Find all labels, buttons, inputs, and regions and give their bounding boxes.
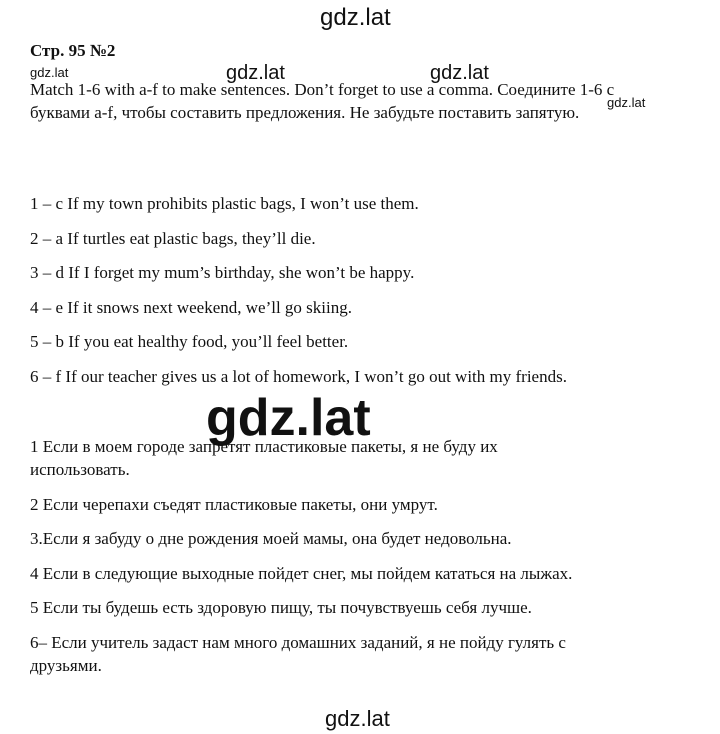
english-answer-5: 5 – b If you eat healthy food, you’ll feel better. — [30, 332, 349, 351]
russian-translation-2: 2 Если черепахи съедят пластиковые пакеты, они умрут. — [30, 495, 438, 514]
page-title: Стр. 95 №2 — [30, 41, 116, 60]
russian-translation-5: 5 Если ты будешь есть здоровую пищу, ты почувствуешь себя лучше. — [30, 598, 532, 617]
watermark-small-left: gdz.lat — [30, 65, 69, 80]
russian-translation-4: 4 Если в следующие выходные пойдет снег, мы пойдем кататься на лыжах. — [30, 564, 573, 583]
task-instruction: Match 1-6 with a-f to make sentences. Don’t forget to use a comma. Соедините 1-6 с буквами a-f, чтобы составить предложения. Не забудьте поставить запятую. — [30, 80, 615, 122]
english-answer-2: 2 – a If turtles eat plastic bags, they’ll die. — [30, 229, 316, 248]
english-answer-4: 4 – e If it snows next weekend, we’ll go skiing. — [30, 298, 352, 317]
russian-translation-1: 1 Если в моем городе запретят пластиковые пакеты, я не буду их использовать. — [30, 437, 498, 479]
russian-translation-3: 3.Если я забуду о дне рождения моей мамы, она будет недовольна. — [30, 529, 512, 548]
watermark-mid-left: gdz.lat — [226, 62, 285, 84]
watermark-mid-right: gdz.lat — [430, 62, 489, 84]
watermark-small-right: gdz.lat — [607, 95, 646, 110]
english-answer-1: 1 – c If my town prohibits plastic bags, I won’t use them. — [30, 194, 419, 213]
watermark-top: gdz.lat — [320, 4, 391, 31]
english-answer-6: 6 – f If our teacher gives us a lot of homework, I won’t go out with my friends. — [30, 367, 567, 386]
watermark-big-center: gdz.lat — [206, 389, 371, 447]
english-answer-3: 3 – d If I forget my mum’s birthday, she won’t be happy. — [30, 263, 415, 282]
watermark-bottom: gdz.lat — [325, 706, 390, 731]
russian-translation-6: 6– Если учитель задаст нам много домашних заданий, я не пойду гулять с друзьями. — [30, 633, 566, 675]
